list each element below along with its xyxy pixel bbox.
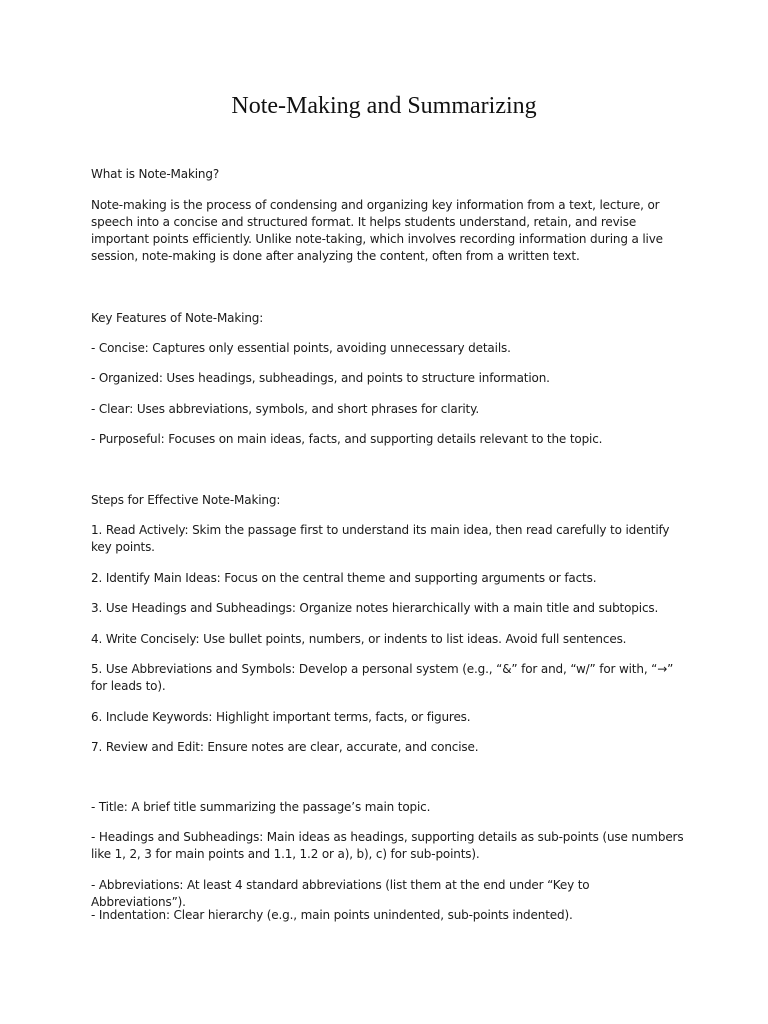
step-item: 1. Read Actively: Skim the passage first to understand its main idea, then read carefully to identify key points.	[91, 523, 670, 554]
feature-item: - Clear: Uses abbreviations, symbols, and short phrases for clarity.	[91, 402, 480, 416]
steps-heading: Steps for Effective Note-Making:	[91, 493, 281, 507]
feature-item: - Purposeful: Focuses on main ideas, facts, and supporting details relevant to the topic.	[91, 432, 603, 446]
step-item: 2. Identify Main Ideas: Focus on the central theme and supporting arguments or facts.	[91, 571, 597, 585]
features-heading: Key Features of Note-Making:	[91, 311, 264, 325]
step-item: 3. Use Headings and Subheadings: Organize notes hierarchically with a main title and subtopics.	[91, 601, 659, 615]
intro-paragraph: Note-making is the process of condensing and organizing key information from a text, lecture, or speech into a concise and structured format. It helps students understand, retain, and revise important points efficiently. Unlike note-taking, which involves recording information during a live session, note-making is done after analyzing the content, often from a written text.	[91, 198, 663, 263]
what-is-heading: What is Note-Making?	[91, 167, 220, 181]
step-item: 6. Include Keywords: Highlight important terms, facts, or figures.	[91, 710, 471, 724]
page-title: Note-Making and Summarizing	[231, 93, 537, 119]
step-item: 4. Write Concisely: Use bullet points, numbers, or indents to list ideas. Avoid full sentences.	[91, 632, 627, 646]
format-item: - Title: A brief title summarizing the passage’s main topic.	[91, 800, 431, 814]
feature-item: - Organized: Uses headings, subheadings, and points to structure information.	[91, 371, 550, 385]
feature-item: - Concise: Captures only essential points, avoiding unnecessary details.	[91, 341, 511, 355]
format-item: - Headings and Subheadings: Main ideas as headings, supporting details as sub-points (use numbers like 1, 2, 3 for main points and 1.1, 1.2 or a), b), c) for sub-points).	[91, 830, 684, 861]
step-item: 5. Use Abbreviations and Symbols: Develop a personal system (e.g., “&” for and, “w/” for with, “→” for leads to).	[91, 662, 674, 693]
step-item: 7. Review and Edit: Ensure notes are clear, accurate, and concise.	[91, 740, 479, 754]
format-item: - Abbreviations: At least 4 standard abbreviations (list them at the end under “Key to Abbreviations”).	[91, 878, 590, 909]
format-item: - Indentation: Clear hierarchy (e.g., main points unindented, sub-points indented).	[91, 908, 573, 922]
